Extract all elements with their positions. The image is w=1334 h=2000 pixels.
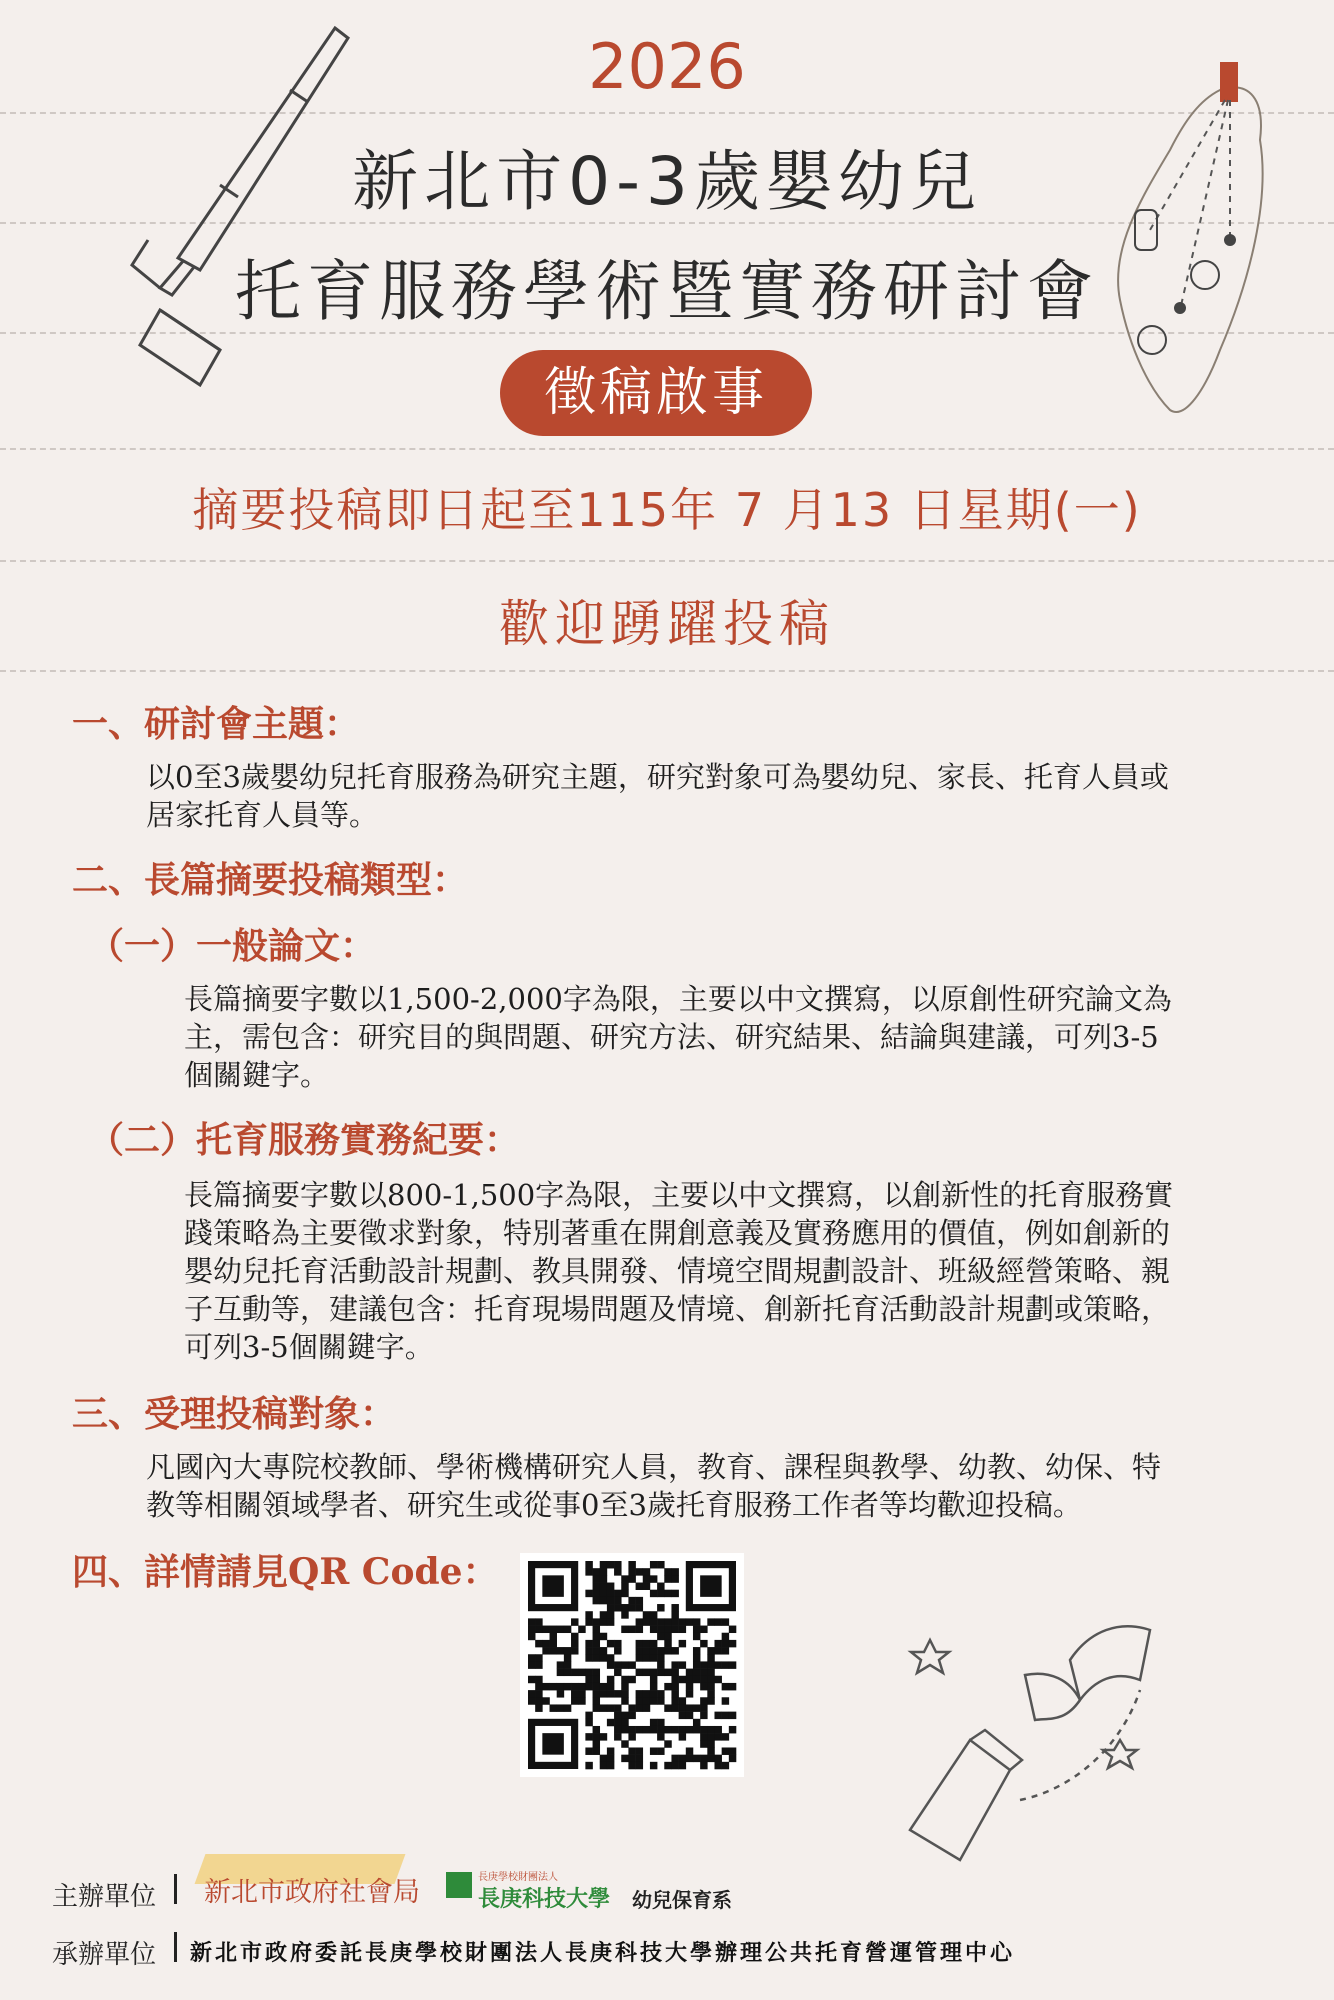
star-icon (911, 1640, 949, 1673)
title-line-2: 托育服務學術暨實務研討會 (235, 253, 1099, 330)
qr-code-image (520, 1553, 744, 1777)
ruled-line (0, 560, 1334, 562)
deadline-text: 摘要投稿即日起至115年 7 月13 日星期(一) (192, 483, 1142, 537)
sub1-body-line: 主，需包含：研究目的與問題、研究方法、研究結果、結論與建議，可列3-5 (184, 1020, 1159, 1054)
section-2-heading: 二、長篇摘要投稿類型： (72, 859, 469, 901)
sub2-body-line: 長篇摘要字數以800-1,500字為限，主要以中文撰寫，以創新性的托育服務實 (184, 1178, 1174, 1212)
section-2-sub2-heading: （二）托育服務實務紀要： (88, 1119, 521, 1161)
organizer-label: 主辦單位 (52, 1882, 157, 1912)
organizer-2-name: 長庚科技大學 (478, 1887, 611, 1912)
call-for-papers-badge: 徵稿啟事 (500, 350, 812, 436)
sub2-body-line: 踐策略為主要徵求對象，特別著重在開創意義及實務應用的價值，例如創新的 (184, 1216, 1171, 1250)
ruled-line (0, 448, 1334, 450)
open-book-icon (1070, 1626, 1150, 1700)
books-illustration (900, 1600, 1220, 1880)
organizer-2-dept: 幼兒保育系 (632, 1888, 732, 1912)
qr-finder-pattern (542, 1575, 564, 1597)
co-organizer-text: 新北市政府委託長庚學校財團法人長庚科技大學辦理公共托育營運管理中心 (190, 1941, 1016, 1966)
sub2-body-line: 嬰幼兒托育活動設計規劃、教具開發、情境空間規劃設計、班級經營策略、親 (184, 1254, 1171, 1288)
ruled-line (0, 670, 1334, 672)
section-3-body-line: 教等相關領域學者、研究生或從事0至3歲托育服務工作者等均歡迎投稿。 (146, 1488, 1082, 1522)
section-4-heading: 四、詳情請見QR Code： (72, 1551, 499, 1593)
welcome-text: 歡迎踴躍投稿 (499, 595, 835, 653)
sub1-body-line: 長篇摘要字數以1,500-2,000字為限，主要以中文撰寫，以原創性研究論文為 (184, 982, 1172, 1016)
qr-finder-pattern (700, 1575, 722, 1597)
sub1-body-line: 個關鍵字。 (184, 1058, 330, 1092)
qr-finder-pattern (542, 1733, 564, 1755)
organizer-2-small: 長庚學校財團法人 (478, 1872, 558, 1883)
title-line-1: 新北市0-3歲嬰幼兒 (352, 143, 982, 220)
divider (174, 1874, 177, 1904)
co-organizer-label: 承辦單位 (52, 1940, 157, 1970)
qr-code[interactable] (520, 1553, 744, 1777)
section-3-heading: 三、受理投稿對象： (72, 1393, 397, 1435)
section-3-body-line: 凡國內大專院校教師、學術機構研究人員，教育、課程與教學、幼教、幼保、特 (146, 1450, 1162, 1484)
sub2-body-line: 子互動等，建議包含：托育現場問題及情境、創新托育活動設計規劃或策略， (184, 1292, 1171, 1326)
section-1-body-line: 居家托育人員等。 (146, 798, 379, 832)
section-1-body-line: 以0至3歲嬰幼兒托育服務為研究主題，研究對象可為嬰幼兒、家長、托育人員或 (146, 760, 1169, 794)
organizer-1-logo: 新北市政府社會局 (204, 1877, 420, 1908)
cgust-logo-icon (446, 1872, 472, 1898)
section-1-heading: 一、研討會主題： (72, 703, 361, 745)
sub2-body-line: 可列3-5個關鍵字。 (184, 1330, 434, 1364)
section-2-sub1-heading: （一）一般論文： (88, 925, 377, 967)
closed-book-icon (910, 1740, 1010, 1860)
star-icon (1103, 1740, 1137, 1768)
divider (174, 1932, 177, 1962)
year: 2026 (588, 30, 746, 103)
